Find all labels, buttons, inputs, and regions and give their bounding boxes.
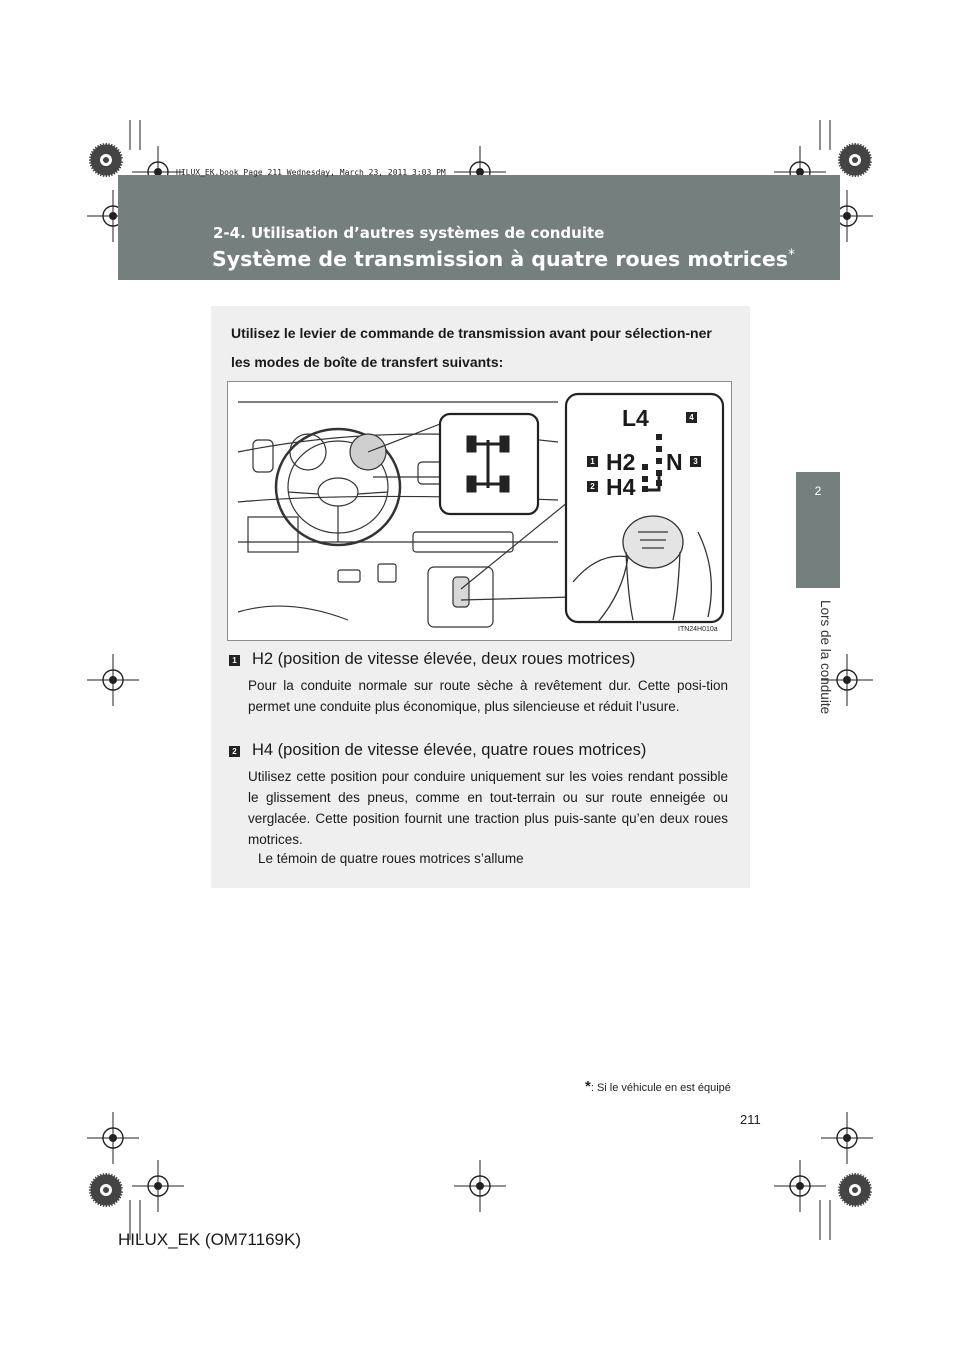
title-footnote-mark: * bbox=[788, 247, 796, 263]
page-number: 211 bbox=[740, 1112, 761, 1127]
model-code: HILUX_EK (OM71169K) bbox=[118, 1230, 301, 1249]
chapter-label: Lors de la conduite bbox=[818, 600, 833, 715]
footnote bbox=[585, 1078, 731, 1095]
item-2-heading: H4 (position de vitesse élevée, quatre roues motrices) bbox=[252, 741, 647, 759]
badge-2: 2 bbox=[587, 481, 598, 492]
figure-transfer-lever bbox=[227, 381, 732, 641]
page-title-text: Système de transmission à quatre roues motrices bbox=[212, 247, 789, 271]
intro-paragraph: Utilisez le levier de commande de transmission avant pour sélection-ner les modes de boîte de transfert suivants: bbox=[231, 325, 712, 370]
dashboard-illustration bbox=[228, 382, 733, 642]
item-2-body: Utilisez cette position pour conduire uniquement sur les voies rendant possible le glissement des pneus, comme en tout-terrain ou sur route enneigée ou verglacée. Cette position fournit une traction plus puis-sante qu’en deux roues motrices. bbox=[248, 769, 728, 847]
gear-l4-label: L4 bbox=[622, 405, 649, 431]
badge-4: 4 bbox=[686, 412, 697, 423]
gear-n-label: N bbox=[666, 449, 683, 475]
item-1-heading: H2 (position de vitesse élevée, deux roues motrices) bbox=[252, 650, 636, 668]
footnote-mark: * bbox=[585, 1078, 591, 1095]
footnote-text: : Si le véhicule en est équipé bbox=[590, 1082, 731, 1094]
item-2-badge: 2 bbox=[229, 746, 240, 757]
badge-1: 1 bbox=[587, 456, 598, 467]
chapter-number: 2 bbox=[814, 484, 822, 498]
page-title bbox=[212, 247, 795, 271]
item-1-body: Pour la conduite normale sur route sèche à revêtement dur. Cette posi-tion permet une conduite plus économique, plus silencieuse et réduit l’usure. bbox=[248, 678, 728, 714]
gear-h2-label: H2 bbox=[606, 449, 636, 475]
gear-h4-label: H4 bbox=[606, 474, 636, 500]
book-info-line: HILUX_EK.book Page 211 Wednesday, March 23, 2011 3:03 PM bbox=[176, 168, 446, 177]
indicator-note: Le témoin de quatre roues motrices s’allume bbox=[258, 851, 524, 866]
section-heading: 2-4. Utilisation d’autres systèmes de conduite bbox=[213, 224, 605, 242]
figure-code: ITN24H010a bbox=[678, 626, 718, 633]
badge-3: 3 bbox=[690, 456, 701, 467]
item-1-badge: 1 bbox=[229, 655, 240, 666]
